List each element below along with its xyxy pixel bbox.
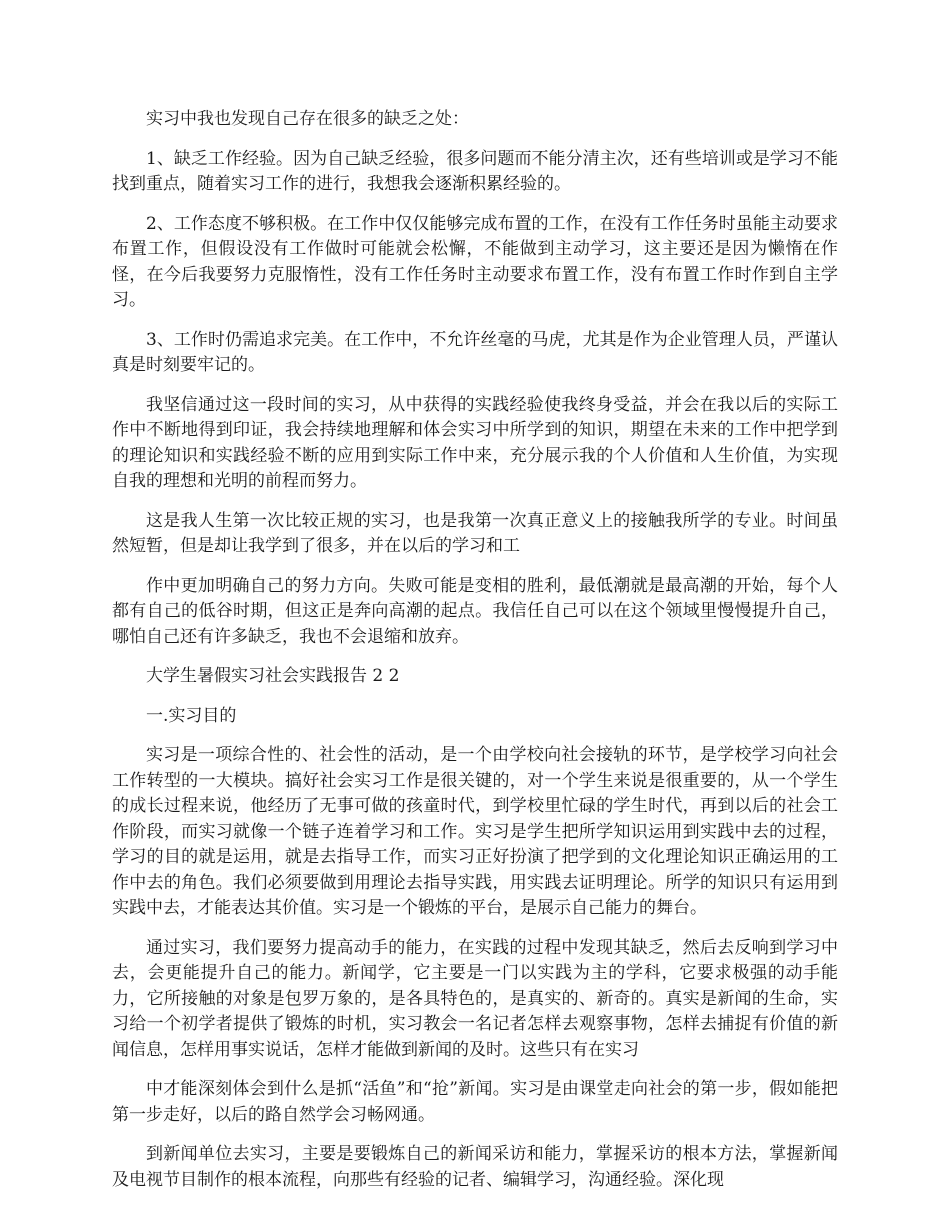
paragraph-item-2: 2、工作态度不够积极。在工作中仅仅能够完成布置的工作，在没有工作任务时虽能主动要求布置工作，但假设没有工作做时可能就会松懈，不能做到主动学习，这主要还是因为懒惰在作怪，在今后我要努力克服惰性，没有工作任务时主动要求布置工作，没有布置工作时作到自主学习。 — [112, 213, 838, 310]
paragraph-item-3: 3、工作时仍需追求完美。在工作中，不允许丝毫的马虎，尤其是作为企业管理人员，严谨认真是时刻要牢记的。 — [112, 329, 838, 375]
paragraph-conviction: 我坚信通过这一段时间的实习，从中获得的实践经验使我终身受益，并会在我以后的实际工作中不断地得到印证，我会持续地理解和体会实习中所学到的知识，期望在未来的工作中把学到的理论知识和实践经验不断的应用到实际工作中来，充分展示我的个人价值和人生价值，为实现自我的理想和光明的前程而努力。 — [112, 394, 838, 491]
paragraph-item-1: 1、缺乏工作经验。因为自己缺乏经验，很多问题而不能分清主次，还有些培训或是学习不能找到重点，随着实习工作的进行，我想我会逐渐积累经验的。 — [112, 148, 838, 194]
paragraph-live-news: 中才能深刻体会到什么是抓“活鱼”和“抢”新闻。实习是由课堂走向社会的第一步，假如能把第一步走好，以后的路自然学会习畅网通。 — [112, 1079, 838, 1125]
section-title: 大学生暑假实习社会实践报告 2 2 — [146, 666, 400, 686]
paragraph-shortcomings-intro: 实习中我也发现自己存在很多的缺乏之处： — [146, 109, 469, 129]
paragraph-direction: 作中更加明确自己的努力方向。失败可能是变相的胜利，最低潮就是最高潮的开始，每个人都有自己的低谷时期，但这正是奔向高潮的起点。我信任自己可以在这个领域里慢慢提升自己，哪怕自己还有许多缺乏，我也不会退缩和放弃。 — [112, 575, 838, 647]
paragraph-news-unit: 到新闻单位去实习，主要是要锻炼自己的新闻采访和能力，掌握采访的根本方法，掌握新闻及电视节目制作的根本流程，向那些有经验的记者、编辑学习，沟通经验。深化现 — [112, 1144, 838, 1190]
paragraph-first-internship: 这是我人生第一次比较正规的实习，也是我第一次真正意义上的接触我所学的专业。时间虽然短暂，但是却让我学到了很多，并在以后的学习和工 — [112, 510, 838, 556]
paragraph-purpose-body: 实习是一项综合性的、社会性的活动，是一个由学校向社会接轨的环节，是学校学习向社会工作转型的一大模块。搞好社会实习工作是很关键的，对一个学生来说是很重要的，从一个学生的成长过程来说，他经历了无事可做的孩童时代，到学校里忙碌的学生时代，再到以后的社会工作阶段，而实习就像一个链子连着学习和工作。实习是学生把所学知识运用到实践中去的过程，学习的目的就是运用，就是去指导工作，而实习正好扮演了把学到的文化理论知识正确运用的工作中去的角色。我们必须要做到用理论去指导实践，用实践去证明理论。所学的知识只有运用到实践中去，才能表达其价值。实习是一个锻炼的平台，是展示自己能力的舞台。 — [112, 745, 838, 918]
paragraph-practice: 通过实习，我们要努力提高动手的能力，在实践的过程中发现其缺乏，然后去反响到学习中去，会更能提升自己的能力。新闻学，它主要是一门以实践为主的学科，它要求极强的动手能力，它所接触的对象是包罗万象的，是各具特色的，是真实的、新奇的。真实是新闻的生命，实习给一个初学者提供了锻炼的时机，实习教会一名记者怎样去观察事物，怎样去捕捉有价值的新闻信息，怎样用事实说话，怎样才能做到新闻的及时。这些只有在实习 — [112, 937, 838, 1060]
section-heading-purpose: 一.实习目的 — [146, 705, 237, 726]
